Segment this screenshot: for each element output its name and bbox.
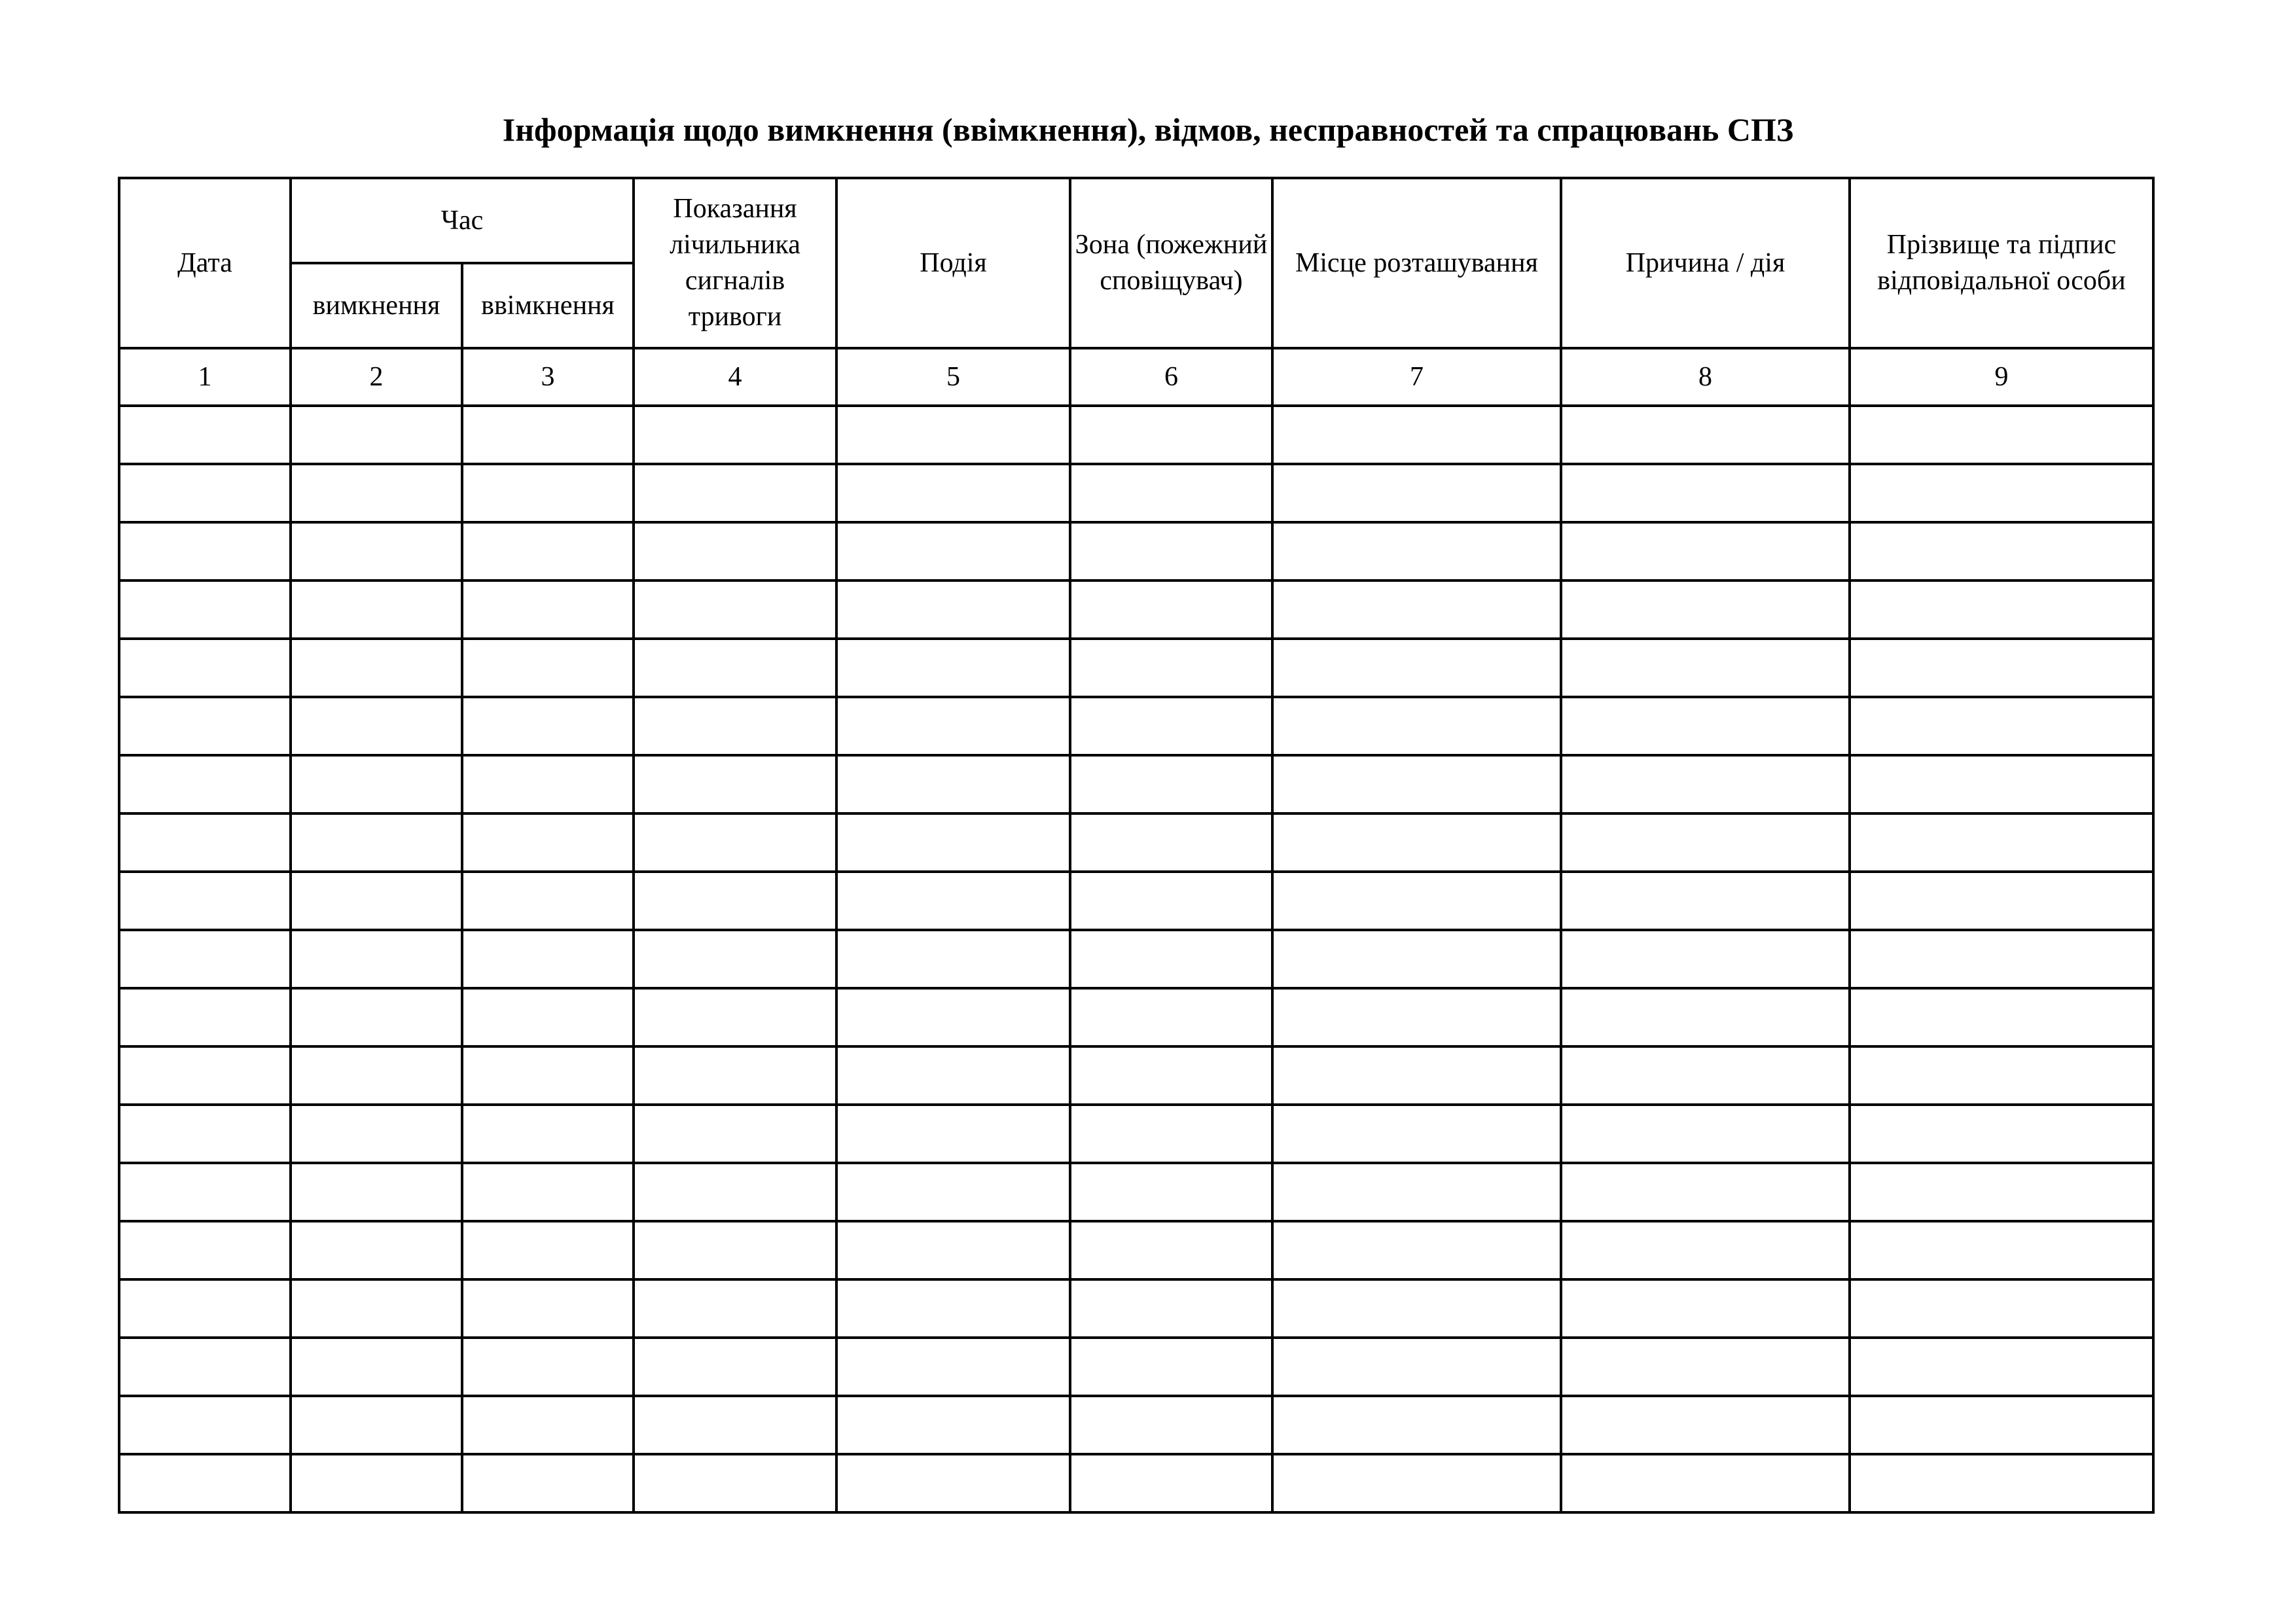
table-row (119, 1105, 2153, 1163)
table-cell[interactable] (1850, 1454, 2153, 1512)
table-cell[interactable] (1070, 522, 1272, 580)
table-cell[interactable] (1850, 464, 2153, 522)
table-cell[interactable] (836, 813, 1070, 872)
table-cell[interactable] (119, 1046, 291, 1105)
table-cell[interactable] (291, 813, 462, 872)
table-cell[interactable] (119, 1279, 291, 1338)
table-cell[interactable] (1561, 872, 1850, 930)
table-cell[interactable] (119, 522, 291, 580)
table-cell[interactable] (1070, 1221, 1272, 1279)
table-cell[interactable] (634, 1396, 836, 1454)
table-cell[interactable] (291, 464, 462, 522)
table-cell[interactable] (1272, 522, 1561, 580)
table-cell[interactable] (1850, 930, 2153, 988)
table-cell[interactable] (1070, 406, 1272, 464)
table-cell[interactable] (1850, 1279, 2153, 1338)
header-date: Дата (119, 178, 291, 348)
header-zone: Зона (пожежний сповіщувач) (1070, 178, 1272, 348)
table-cell[interactable] (462, 1454, 634, 1512)
table-cell[interactable] (462, 1396, 634, 1454)
table-cell[interactable] (1850, 697, 2153, 755)
table-cell[interactable] (836, 1105, 1070, 1163)
table-cell[interactable] (1561, 580, 1850, 639)
table-cell[interactable] (291, 872, 462, 930)
column-number: 7 (1272, 348, 1561, 406)
table-cell[interactable] (1070, 1396, 1272, 1454)
table-cell[interactable] (836, 464, 1070, 522)
table-cell[interactable] (1070, 1454, 1272, 1512)
header-time: Час (291, 178, 634, 263)
column-number: 2 (291, 348, 462, 406)
table-cell[interactable] (1561, 406, 1850, 464)
table-cell[interactable] (1272, 1163, 1561, 1221)
table-cell[interactable] (1272, 1396, 1561, 1454)
table-cell[interactable] (119, 406, 291, 464)
table-cell[interactable] (634, 522, 836, 580)
table-row (119, 1338, 2153, 1396)
column-number-row (119, 348, 2153, 406)
column-number: 4 (634, 348, 836, 406)
table-cell[interactable] (1850, 639, 2153, 697)
table-cell[interactable] (462, 406, 634, 464)
table-cell[interactable] (462, 1279, 634, 1338)
table-cell[interactable] (634, 1046, 836, 1105)
table-cell[interactable] (1850, 813, 2153, 872)
table-cell[interactable] (1850, 1105, 2153, 1163)
table-cell[interactable] (462, 1163, 634, 1221)
table-row (119, 988, 2153, 1046)
table-cell[interactable] (1850, 522, 2153, 580)
table-cell[interactable] (634, 639, 836, 697)
table-row (119, 1046, 2153, 1105)
table-cell[interactable] (1561, 1163, 1850, 1221)
table-cell[interactable] (1070, 1338, 1272, 1396)
table-cell[interactable] (1272, 755, 1561, 813)
table-cell[interactable] (836, 639, 1070, 697)
table-cell[interactable] (1561, 1221, 1850, 1279)
table-cell[interactable] (119, 988, 291, 1046)
table-cell[interactable] (291, 1279, 462, 1338)
column-number: 6 (1070, 348, 1272, 406)
table-cell[interactable] (291, 1454, 462, 1512)
table-cell[interactable] (291, 1105, 462, 1163)
table-row (119, 1163, 2153, 1221)
table-cell[interactable] (1850, 1163, 2153, 1221)
table-row (119, 697, 2153, 755)
table-row (119, 580, 2153, 639)
table-cell[interactable] (462, 813, 634, 872)
table-cell[interactable] (291, 1221, 462, 1279)
table-cell[interactable] (1070, 872, 1272, 930)
table-cell[interactable] (119, 1396, 291, 1454)
table-row (119, 464, 2153, 522)
table-cell[interactable] (1272, 639, 1561, 697)
table-cell[interactable] (462, 464, 634, 522)
header-row (119, 178, 2153, 263)
column-number: 9 (1850, 348, 2153, 406)
table-cell[interactable] (634, 988, 836, 1046)
table-cell[interactable] (634, 1338, 836, 1396)
table-cell[interactable] (1850, 755, 2153, 813)
table-cell[interactable] (1561, 930, 1850, 988)
table-cell[interactable] (836, 755, 1070, 813)
table-cell[interactable] (836, 697, 1070, 755)
table-row (119, 406, 2153, 464)
table-cell[interactable] (1272, 930, 1561, 988)
table-cell[interactable] (634, 464, 836, 522)
header-reason-action: Причина / дія (1561, 178, 1850, 348)
table-cell[interactable] (836, 1279, 1070, 1338)
table-cell[interactable] (634, 697, 836, 755)
table-cell[interactable] (1561, 1105, 1850, 1163)
table-cell[interactable] (634, 580, 836, 639)
table-cell[interactable] (291, 1163, 462, 1221)
table-cell[interactable] (836, 1221, 1070, 1279)
table-cell[interactable] (291, 1046, 462, 1105)
table-cell[interactable] (291, 1396, 462, 1454)
table-row (119, 872, 2153, 930)
table-cell[interactable] (462, 872, 634, 930)
table-cell[interactable] (119, 872, 291, 930)
column-number: 5 (836, 348, 1070, 406)
table-cell[interactable] (634, 1105, 836, 1163)
table-cell[interactable] (1272, 872, 1561, 930)
header-time-off: вимкнення (291, 263, 462, 348)
table-cell[interactable] (1561, 1454, 1850, 1512)
table-cell[interactable] (1850, 988, 2153, 1046)
table-cell[interactable] (119, 930, 291, 988)
document-title: Інформація щодо вимкнення (ввімкнення), відмов, несправностей та спрацювань СПЗ (502, 111, 1794, 148)
header-time-on: ввімкнення (462, 263, 634, 348)
table-cell[interactable] (119, 1338, 291, 1396)
table-cell[interactable] (1561, 1396, 1850, 1454)
table-cell[interactable] (1561, 988, 1850, 1046)
table-row (119, 813, 2153, 872)
table-cell[interactable] (1561, 1279, 1850, 1338)
table-cell[interactable] (634, 755, 836, 813)
table-cell[interactable] (634, 1279, 836, 1338)
table-cell[interactable] (291, 930, 462, 988)
table-row (119, 1454, 2153, 1512)
table-cell[interactable] (1850, 1221, 2153, 1279)
table-cell[interactable] (462, 1105, 634, 1163)
table-cell[interactable] (1272, 1046, 1561, 1105)
table-cell[interactable] (291, 522, 462, 580)
table-cell[interactable] (1070, 813, 1272, 872)
table-cell[interactable] (462, 988, 634, 1046)
table-cell[interactable] (1272, 464, 1561, 522)
table-cell[interactable] (1070, 930, 1272, 988)
table-cell[interactable] (119, 1454, 291, 1512)
table-cell[interactable] (1850, 580, 2153, 639)
table-cell[interactable] (291, 988, 462, 1046)
table-cell[interactable] (1850, 1338, 2153, 1396)
table-cell[interactable] (634, 813, 836, 872)
table-cell[interactable] (291, 697, 462, 755)
table-cell[interactable] (1070, 1046, 1272, 1105)
table-cell[interactable] (836, 580, 1070, 639)
table-cell[interactable] (1070, 1279, 1272, 1338)
table-cell[interactable] (634, 1163, 836, 1221)
table-body (119, 406, 2153, 1512)
table-cell[interactable] (1272, 1454, 1561, 1512)
table-cell[interactable] (836, 1454, 1070, 1512)
table-row (119, 1279, 2153, 1338)
table-cell[interactable] (1561, 697, 1850, 755)
table-cell[interactable] (1070, 580, 1272, 639)
table-cell[interactable] (1070, 1163, 1272, 1221)
table-cell[interactable] (836, 872, 1070, 930)
table-cell[interactable] (1850, 1396, 2153, 1454)
table-cell[interactable] (836, 1046, 1070, 1105)
table-row (119, 1221, 2153, 1279)
table-cell[interactable] (462, 1338, 634, 1396)
table-cell[interactable] (1272, 1221, 1561, 1279)
table-row (119, 522, 2153, 580)
table-cell[interactable] (119, 1221, 291, 1279)
table-cell[interactable] (634, 872, 836, 930)
table-cell[interactable] (836, 1163, 1070, 1221)
table-cell[interactable] (462, 697, 634, 755)
table-cell[interactable] (1070, 697, 1272, 755)
column-number: 3 (462, 348, 634, 406)
table-cell[interactable] (1561, 639, 1850, 697)
table-cell[interactable] (836, 1338, 1070, 1396)
table-cell[interactable] (291, 755, 462, 813)
table-cell[interactable] (836, 1396, 1070, 1454)
table-cell[interactable] (1070, 464, 1272, 522)
column-number: 1 (119, 348, 291, 406)
table-cell[interactable] (634, 1221, 836, 1279)
header-responsible-person: Прізвище та підпис відповідальної особи (1850, 178, 2153, 348)
table-cell[interactable] (1850, 872, 2153, 930)
table-cell[interactable] (119, 580, 291, 639)
table-cell[interactable] (1070, 988, 1272, 1046)
table-cell[interactable] (462, 930, 634, 988)
table-cell[interactable] (119, 639, 291, 697)
table-cell[interactable] (1070, 755, 1272, 813)
table-cell[interactable] (462, 580, 634, 639)
table-cell[interactable] (1272, 1105, 1561, 1163)
header-location: Місце розташування (1272, 178, 1561, 348)
table-cell[interactable] (836, 930, 1070, 988)
header-alarm-counter: Показання лічильника сигналів тривоги (634, 178, 836, 348)
table-cell[interactable] (1561, 522, 1850, 580)
table-cell[interactable] (1850, 1046, 2153, 1105)
table-cell[interactable] (836, 988, 1070, 1046)
table-cell[interactable] (1561, 464, 1850, 522)
table-cell[interactable] (1070, 1105, 1272, 1163)
table-cell[interactable] (291, 406, 462, 464)
table-cell[interactable] (291, 1338, 462, 1396)
table-cell[interactable] (634, 930, 836, 988)
table-cell[interactable] (1272, 988, 1561, 1046)
table-cell[interactable] (462, 755, 634, 813)
table-cell[interactable] (119, 1105, 291, 1163)
table-cell[interactable] (119, 813, 291, 872)
table-cell[interactable] (462, 522, 634, 580)
table-cell[interactable] (1272, 697, 1561, 755)
table-cell[interactable] (119, 697, 291, 755)
table-cell[interactable] (1272, 813, 1561, 872)
table-row (119, 755, 2153, 813)
table-cell[interactable] (119, 464, 291, 522)
table-cell[interactable] (1272, 580, 1561, 639)
table-cell[interactable] (291, 639, 462, 697)
table-cell[interactable] (1272, 406, 1561, 464)
table-cell[interactable] (634, 406, 836, 464)
table-cell[interactable] (1561, 1046, 1850, 1105)
header-event: Подія (836, 178, 1070, 348)
table-cell[interactable] (1561, 1338, 1850, 1396)
table-cell[interactable] (1561, 755, 1850, 813)
table-cell[interactable] (291, 580, 462, 639)
column-number: 8 (1561, 348, 1850, 406)
table-row (119, 1396, 2153, 1454)
table-cell[interactable] (634, 1454, 836, 1512)
table-cell[interactable] (1561, 813, 1850, 872)
table-row (119, 930, 2153, 988)
spz-event-log-table (118, 177, 2155, 1514)
table-cell[interactable] (1070, 639, 1272, 697)
table-cell[interactable] (462, 639, 634, 697)
table-cell[interactable] (462, 1221, 634, 1279)
table-row (119, 639, 2153, 697)
table-cell[interactable] (1272, 1279, 1561, 1338)
table-cell[interactable] (1272, 1338, 1561, 1396)
table-cell[interactable] (119, 1163, 291, 1221)
table-cell[interactable] (119, 755, 291, 813)
table-cell[interactable] (836, 522, 1070, 580)
table-cell[interactable] (1850, 406, 2153, 464)
table-cell[interactable] (462, 1046, 634, 1105)
table-cell[interactable] (836, 406, 1070, 464)
